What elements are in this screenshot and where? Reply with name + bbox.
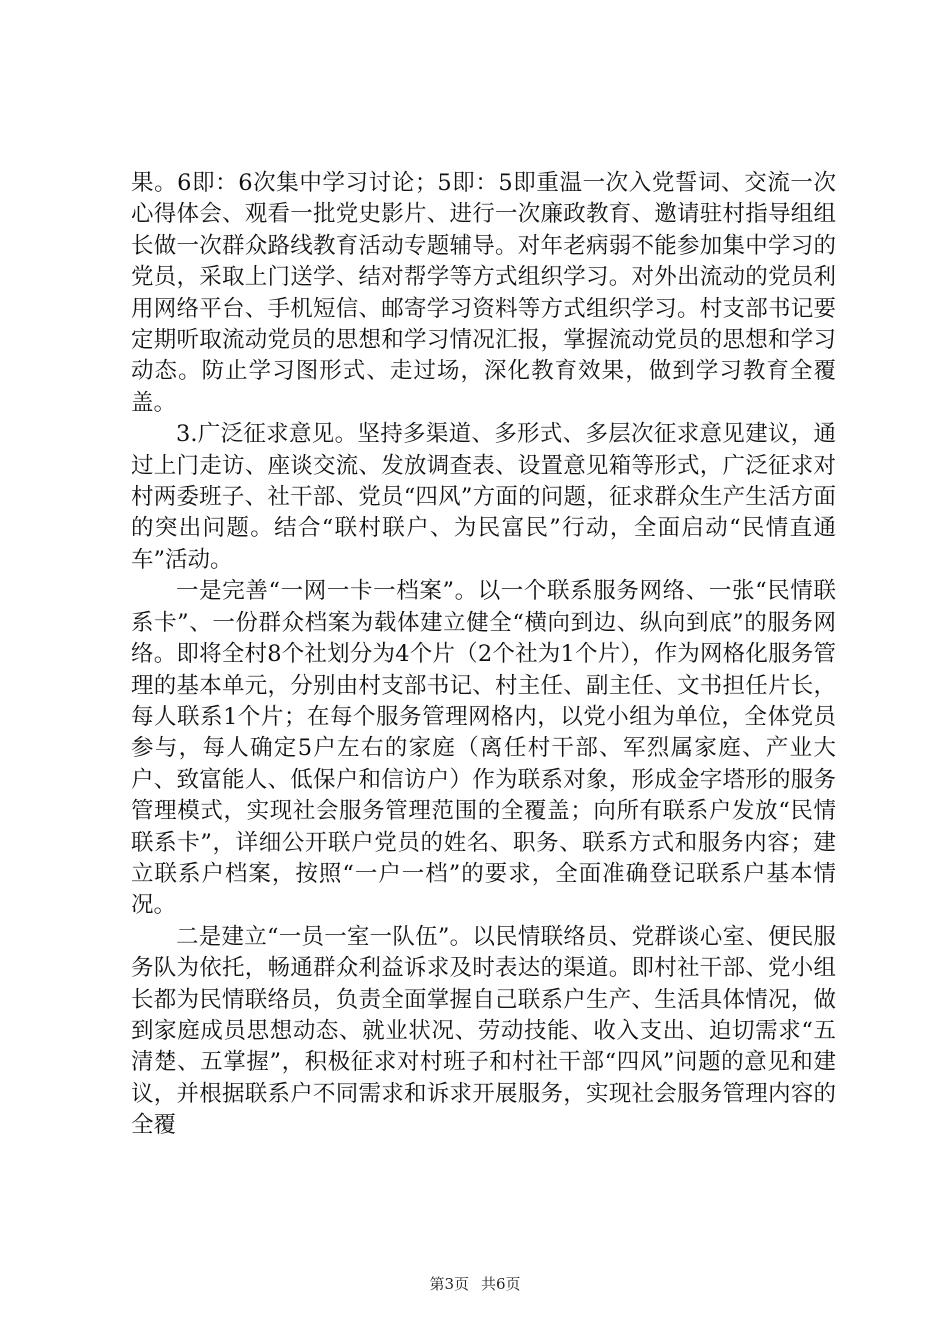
page-number: 第3页: [429, 1275, 469, 1293]
document-body: [131, 168, 836, 1142]
page-footer: [0, 1273, 950, 1294]
page-total: 共6页: [481, 1275, 521, 1293]
paragraph-liaison-room-team: 二是建立“一员一室一队伍”。以民情联络员、党群谈心室、便民服务队为依托，畅通群众利益诉求及时表达的渠道。即村社干部、党小组长都为民情联络员，负责全面掌握自己联系户生产、生活具体情况，做到家庭成员思想动态、就业状况、劳动技能、收入支出、迫切需求“五清楚、五掌握”，积极征求对村班子和村社干部“四风”问题的意见和建议，并根据联系户不同需求和诉求开展服务，实现社会服务管理内容的全覆: [131, 923, 836, 1139]
paragraph-solicit-opinions: 3.广泛征求意见。坚持多渠道、多形式、多层次征求意见建议，通过上门走访、座谈交流、发放调查表、设置意见箱等形式，广泛征求对村两委班子、社干部、党员“四风”方面的问题，征求群众生产生活方面的突出问题。结合“联村联户、为民富民”行动，全面启动“民情直通车”活动。: [131, 421, 836, 573]
paragraph-continuation: 果。6即：6次集中学习讨论；5即：5即重温一次入党誓词、交流一次心得体会、观看一批党史影片、进行一次廉政教育、邀请驻村指导组组长做一次群众路线教育活动专题辅导。对年老病弱不能参加集中学习的党员，采取上门送学、结对帮学等方式组织学习。对外出流动的党员利用网络平台、手机短信、邮寄学习资料等方式组织学习。村支部书记要定期听取流动党员的思想和学习情况汇报，掌握流动党员的思想和学习动态。防止学习图形式、走过场，深化教育效果，做到学习教育全覆盖。: [131, 170, 836, 416]
paragraph-network-card-archive: 一是完善“一网一卡一档案”。以一个联系服务网络、一张“民情联系卡”、一份群众档案为载体建立健全“横向到边、纵向到底”的服务网络。即将全村8个社划分为4个片（2个社为1个片），作为网格化服务管理的基本单元，分别由村支部书记、村主任、副主任、文书担任片长，每人联系1个片；在每个服务管理网格内，以党小组为单位，全体党员参与，每人确定5户左右的家庭（离任村干部、军烈属家庭、产业大户、致富能人、低保户和信访户）作为联系对象，形成金字塔形的服务管理模式，实现社会服务管理范围的全覆盖；向所有联系户发放“民情联系卡”，详细公开联户党员的姓名、职务、联系方式和服务内容；建立联系户档案，按照“一户一档”的要求，全面准确登记联系户基本情况。: [131, 578, 836, 919]
